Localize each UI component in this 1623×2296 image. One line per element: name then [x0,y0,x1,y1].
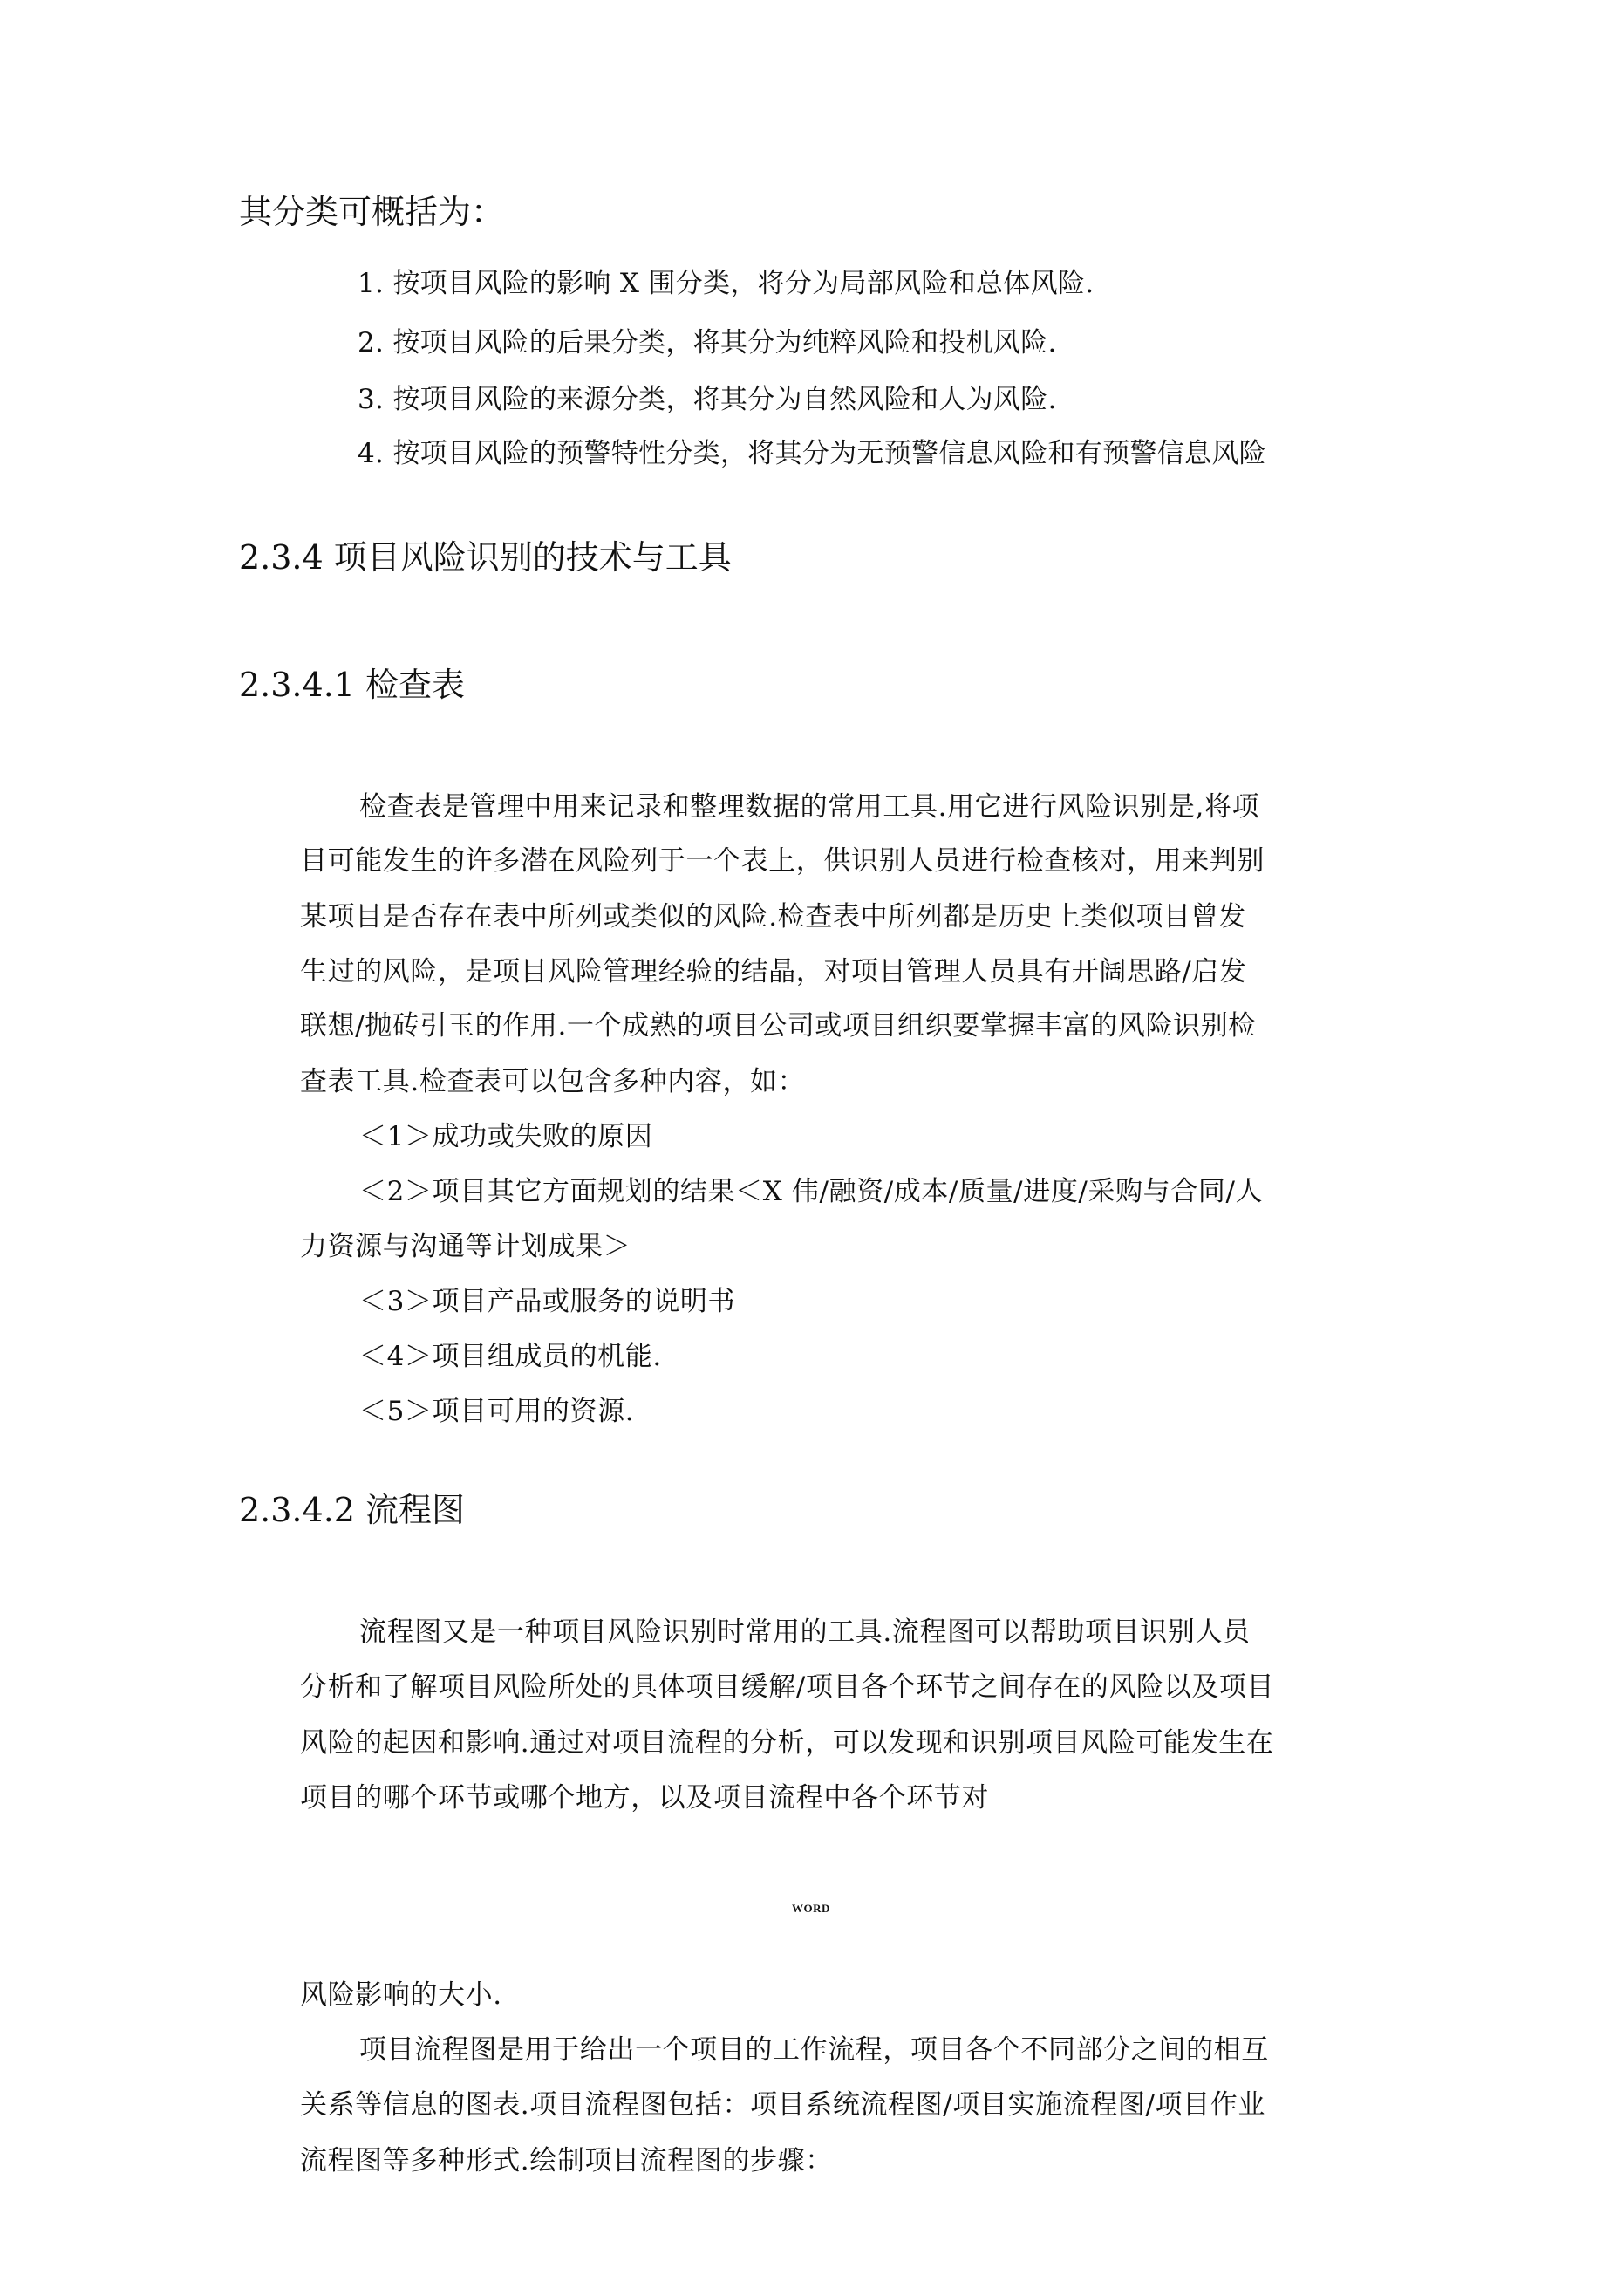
subsection-heading: 2.3.4.1 检查表 [239,666,466,704]
list-item: 4. 按项目风险的预警特性分类，将其分为无预警信息风险和有预警信息风险 [358,438,1266,469]
paragraph-line: 风险影响的大小. [300,1979,502,2011]
paragraph-line: 检查表是管理中用来记录和整理数据的常用工具.用它进行风险识别是,将项 [359,791,1260,823]
list-item: ＜3＞项目产品或服务的说明书 [359,1286,736,1317]
paragraph-line: 项目流程图是用于给出一个项目的工作流程，项目各个不同部分之间的相互 [359,2034,1269,2066]
page-footer-label: WORD [792,1902,830,1915]
paragraph-line: 流程图等多种形式.绘制项目流程图的步骤： [300,2145,833,2176]
intro-text: 其分类可概括为： [239,193,505,231]
paragraph-line: 风险的起因和影响.通过对项目流程的分析，可以发现和识别项目风险可能发生在 [300,1727,1274,1759]
list-item: ＜1＞成功或失败的原因 [359,1121,653,1152]
paragraph-line: 关系等信息的图表.项目流程图包括：项目系统流程图/项目实施流程图/项目作业 [300,2089,1265,2121]
paragraph-line: 目可能发生的许多潜在风险列于一个表上，供识别人员进行检查核对，用来判别 [300,845,1265,877]
paragraph-line: 分析和了解项目风险所处的具体项目缓解/项目各个环节之间存在的风险以及项目 [300,1671,1275,1703]
paragraph-line: 生过的风险，是项目风险管理经验的结晶，对项目管理人员具有开阔思路/启发 [300,956,1247,987]
subsection-heading: 2.3.4.2 流程图 [239,1491,466,1529]
list-item: 1. 按项目风险的影响 X 围分类，将分为局部风险和总体风险. [358,268,1095,299]
list-item: 力资源与沟通等计划成果＞ [300,1231,631,1262]
paragraph-line: 联想/抛砖引玉的作用.一个成熟的项目公司或项目组织要掌握丰富的风险识别检 [300,1010,1256,1042]
list-item: ＜2＞项目其它方面规划的结果＜X 伟/融资/成本/质量/进度/采购与合同/人 [359,1176,1264,1207]
list-item: ＜4＞项目组成员的机能. [359,1341,662,1372]
paragraph-line: 查表工具.检查表可以包含多种内容，如： [300,1066,806,1097]
list-item: ＜5＞项目可用的资源. [359,1396,635,1427]
paragraph-line: 流程图又是一种项目风险识别时常用的工具.流程图可以帮助项目识别人员 [359,1616,1251,1648]
paragraph-line: 某项目是否存在表中所列或类似的风险.检查表中所列都是历史上类似项目曾发 [300,901,1246,933]
paragraph-line: 项目的哪个环节或哪个地方，以及项目流程中各个环节对 [300,1782,989,1814]
list-item: 2. 按项目风险的后果分类，将其分为纯粹风险和投机风险. [358,327,1057,359]
section-heading: 2.3.4 项目风险识别的技术与工具 [239,538,732,577]
list-item: 3. 按项目风险的来源分类，将其分为自然风险和人为风险. [358,384,1057,415]
